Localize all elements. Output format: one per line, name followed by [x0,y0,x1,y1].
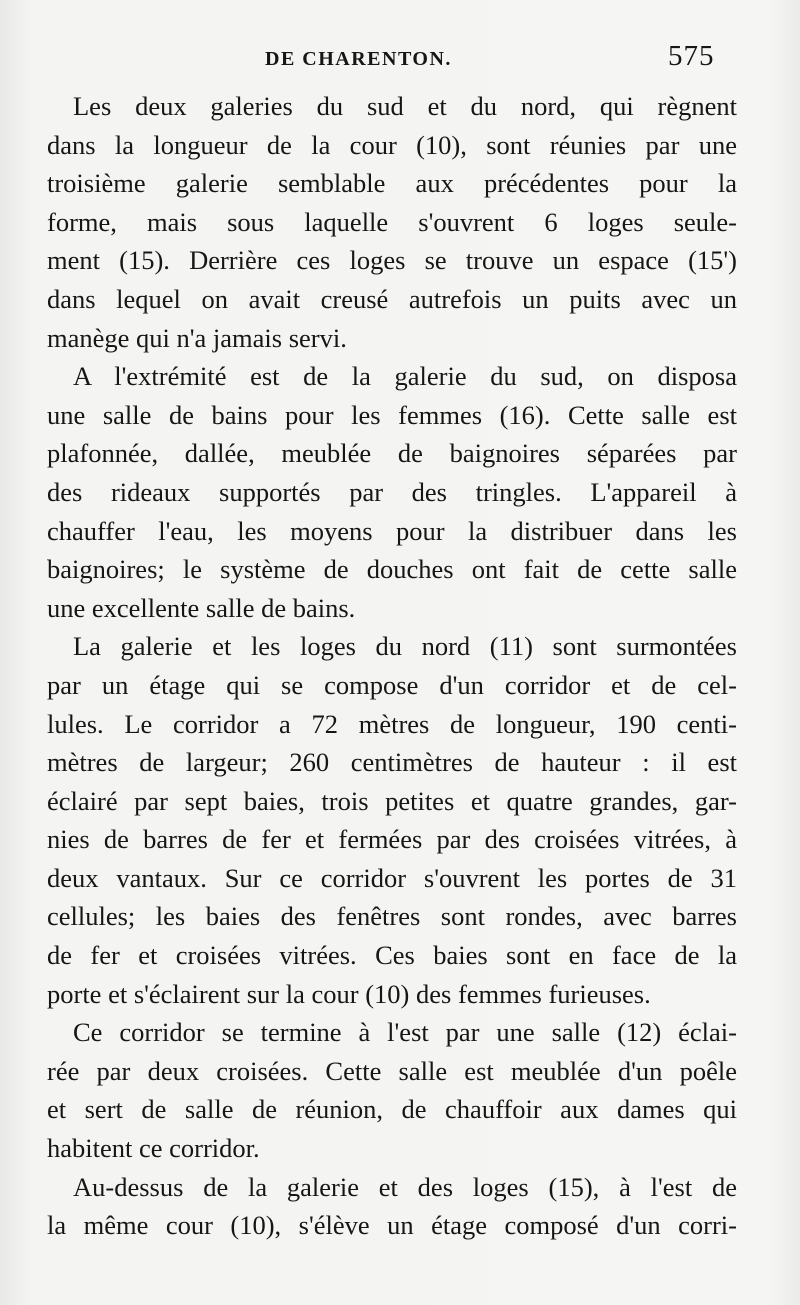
text-line: deux vantaux. Sur ce corridor s'ouvrent les portes de 31 [47,862,737,893]
text-line: habitent ce corridor. [47,1133,260,1164]
text-line: ment (15). Derrière ces loges se trouve un espace (15') [47,245,737,276]
text-line: une excellente salle de bains. [47,592,356,623]
text-line: des rideaux supportés par des tringles. L'appareil à [47,476,737,507]
text-line: lules. Le corridor a 72 mètres de longueur, 190 centi- [47,708,737,739]
text-line: La galerie et les loges du nord (11) sont surmontées [73,631,737,662]
body-text [47,87,737,1245]
text-line: porte et s'éclairent sur la cour (10) des femmes furieuses. [47,978,651,1009]
text-line: par un étage qui se compose d'un corridor et de cel- [47,669,737,700]
text-line: baignoires; le système de douches ont fait de cette salle [47,554,737,585]
running-head: DE CHARENTON. [265,48,452,70]
page-number: 575 [668,40,715,72]
text-line: et sert de salle de réunion, de chauffoir aux dames qui [47,1094,737,1125]
text-line: troisième galerie semblable aux précédentes pour la [47,168,737,199]
text-line: de fer et croisées vitrées. Ces baies sont en face de la [47,940,737,971]
text-line: cellules; les baies des fenêtres sont rondes, avec barres [47,901,737,932]
text-line: chauffer l'eau, les moyens pour la distribuer dans les [47,515,737,546]
text-line: A l'extrémité est de la galerie du sud, on disposa [73,361,737,392]
text-line: plafonnée, dallée, meublée de baignoires séparées par [47,438,737,469]
text-line: Au-dessus de la galerie et des loges (15), à l'est de [73,1171,737,1202]
text-line: Les deux galeries du sud et du nord, qui règnent [73,91,737,121]
text-line: mètres de largeur; 260 centimètres de hauteur : il est [47,747,737,778]
text-line: la même cour (10), s'élève un étage composé d'un corri- [47,1210,737,1241]
text-line: une salle de bains pour les femmes (16). Cette salle est [47,399,737,430]
page-header [0,40,800,80]
text-line: dans la longueur de la cour (10), sont réunies par une [47,129,737,160]
text-line: nies de barres de fer et fermées par des croisées vitrées, à [47,824,737,855]
text-line: forme, mais sous laquelle s'ouvrent 6 loges seule- [47,206,737,237]
text-line: Ce corridor se termine à l'est par une salle (12) éclai- [73,1017,737,1048]
text-line: rée par deux croisées. Cette salle est meublée d'un poêle [47,1055,737,1086]
text-line: éclairé par sept baies, trois petites et quatre grandes, gar- [47,785,737,816]
text-line: dans lequel on avait creusé autrefois un puits avec un [47,283,737,314]
text-line: manège qui n'a jamais servi. [47,322,347,353]
